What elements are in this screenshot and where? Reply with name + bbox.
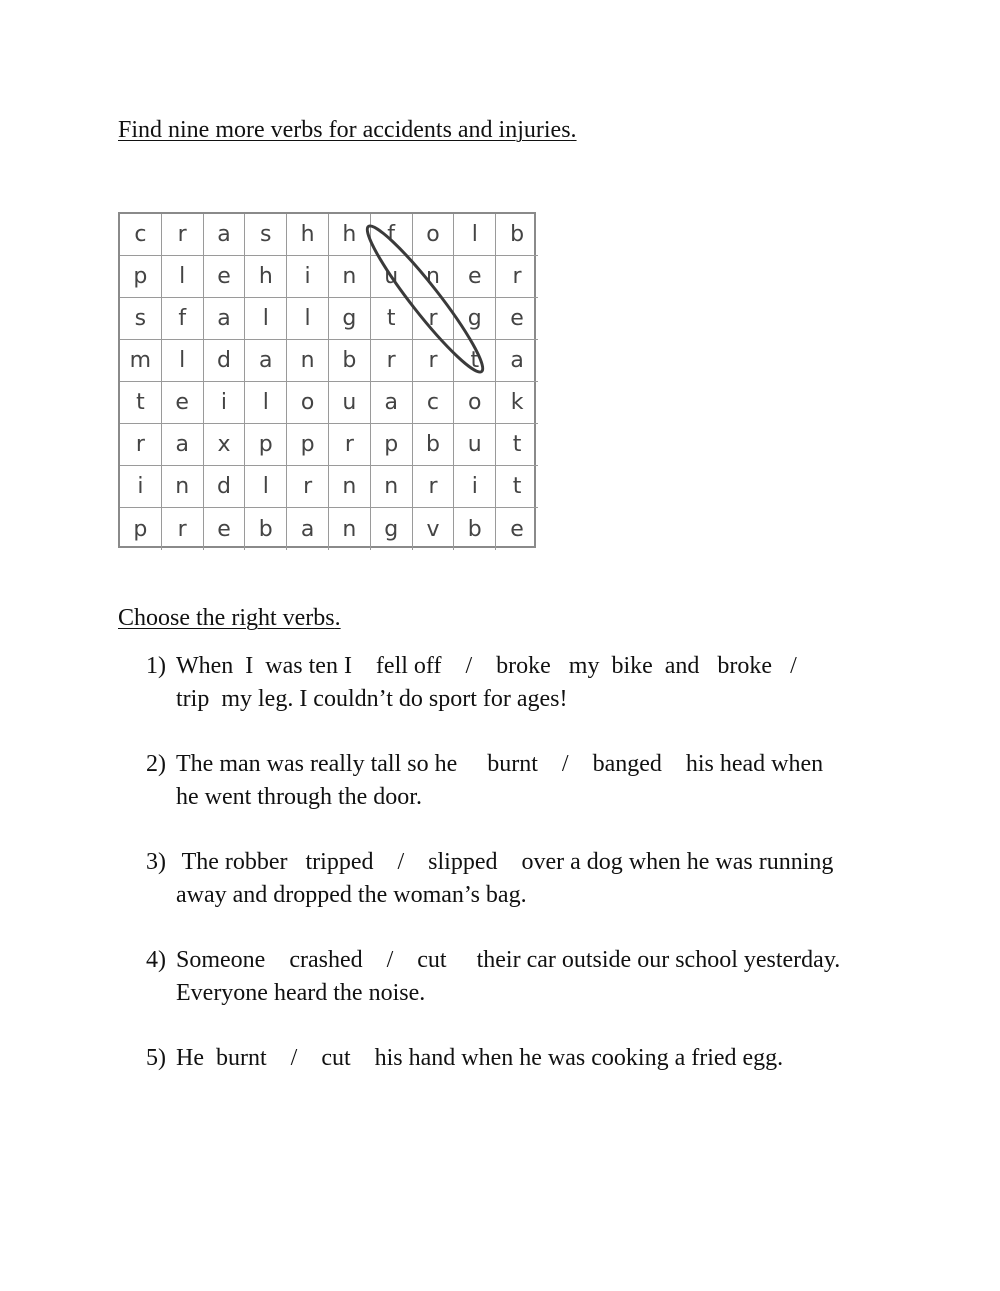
grid-cell[interactable]: b <box>496 214 538 256</box>
grid-cell[interactable]: l <box>162 340 204 382</box>
grid-cell[interactable]: g <box>371 508 413 550</box>
grid-cell[interactable]: g <box>329 298 371 340</box>
grid-cell[interactable]: e <box>204 256 246 298</box>
question-text-line1[interactable]: Someone crashed / cut their car outside our school yesterday. <box>176 947 841 973</box>
question-text-line1[interactable]: When I was ten I fell off / broke my bike and broke / <box>176 653 797 679</box>
question-item <box>146 944 886 1010</box>
grid-cell[interactable]: s <box>245 214 287 256</box>
grid-cell[interactable]: e <box>204 508 246 550</box>
grid-cell[interactable]: e <box>454 256 496 298</box>
grid-cell[interactable]: r <box>413 466 455 508</box>
grid-cell[interactable]: a <box>371 382 413 424</box>
grid-cell[interactable]: b <box>329 340 371 382</box>
grid-cell[interactable]: p <box>120 508 162 550</box>
question-number: 1) <box>146 653 166 679</box>
grid-cell[interactable]: n <box>329 508 371 550</box>
grid-cell[interactable]: t <box>496 466 538 508</box>
grid-cell[interactable]: o <box>287 382 329 424</box>
section-title-period: . <box>570 117 577 143</box>
question-number: 2) <box>146 751 166 777</box>
grid-cell[interactable]: n <box>329 466 371 508</box>
grid-cell[interactable]: a <box>204 214 246 256</box>
grid-cell[interactable]: n <box>287 340 329 382</box>
grid-cell[interactable]: n <box>329 256 371 298</box>
grid-cell[interactable]: e <box>510 516 524 542</box>
question-text-line2[interactable]: he went through the door. <box>176 784 422 810</box>
grid-cell[interactable]: p <box>371 424 413 466</box>
question-number: 5) <box>146 1045 166 1071</box>
grid-cell[interactable]: a <box>287 508 329 550</box>
grid-cell[interactable]: t <box>120 382 162 424</box>
grid-cell[interactable]: r <box>329 424 371 466</box>
question-text-line1[interactable]: The man was really tall so he burnt / banged his head when <box>176 751 824 777</box>
grid-cell[interactable]: r <box>162 214 204 256</box>
grid-cell[interactable]: b <box>413 424 455 466</box>
grid-cell[interactable]: l <box>245 466 287 508</box>
grid-cell[interactable]: b <box>454 508 496 550</box>
grid-cell[interactable]: h <box>287 214 329 256</box>
grid-cell[interactable]: r <box>413 340 455 382</box>
section-title-period: . <box>334 605 341 631</box>
grid-cell[interactable]: n <box>162 466 204 508</box>
grid-cell[interactable]: a <box>245 340 287 382</box>
grid-cell[interactable]: r <box>162 508 204 550</box>
grid-cell[interactable]: t <box>454 340 496 382</box>
grid-cell[interactable]: r <box>120 424 162 466</box>
grid-cell[interactable]: r <box>413 298 455 340</box>
question-item <box>146 1042 886 1075</box>
grid-cell[interactable]: u <box>371 256 413 298</box>
grid-cell[interactable]: b <box>245 508 287 550</box>
grid-cell[interactable]: i <box>287 256 329 298</box>
grid-cell[interactable]: l <box>245 298 287 340</box>
question-item <box>146 650 886 716</box>
question-number: 3) <box>146 849 166 875</box>
question-text-line1[interactable]: The robber tripped / slipped over a dog when he was running <box>176 849 834 875</box>
question-text-line2[interactable]: away and dropped the woman’s bag. <box>176 882 527 908</box>
word-search-grid <box>118 212 536 548</box>
grid-cell[interactable]: d <box>204 340 246 382</box>
grid-cell[interactable]: a <box>204 298 246 340</box>
grid-cell[interactable]: i <box>454 466 496 508</box>
grid-cell[interactable]: t <box>371 298 413 340</box>
question-text-line1[interactable]: He burnt / cut his hand when he was cooking a fried egg. <box>176 1045 784 1071</box>
grid-cell[interactable]: o <box>454 382 496 424</box>
question-item <box>146 748 886 814</box>
question-text-line2[interactable]: trip my leg. I couldn’t do sport for ages! <box>176 686 568 712</box>
grid-cell[interactable]: l <box>287 298 329 340</box>
section-title-word-search <box>118 117 577 144</box>
grid-cell[interactable]: r <box>371 340 413 382</box>
grid-cell[interactable]: l <box>454 214 496 256</box>
grid-cell[interactable]: a <box>162 424 204 466</box>
grid-cell[interactable]: x <box>204 424 246 466</box>
grid-cell[interactable]: r <box>496 256 538 298</box>
grid-cell[interactable]: c <box>413 382 455 424</box>
grid-cell[interactable]: p <box>245 424 287 466</box>
word-search-puzzle <box>118 212 536 548</box>
grid-cell[interactable]: e <box>496 298 538 340</box>
section-title-choose-verbs <box>118 605 341 632</box>
grid-cell[interactable]: e <box>162 382 204 424</box>
grid-cell[interactable]: f <box>162 298 204 340</box>
section-title-text: Choose the right verbs <box>118 605 335 631</box>
grid-cell[interactable]: p <box>287 424 329 466</box>
grid-cell[interactable]: c <box>120 214 162 256</box>
grid-cell[interactable]: k <box>496 382 538 424</box>
grid-cell[interactable]: v <box>413 508 455 550</box>
grid-cell[interactable]: g <box>454 298 496 340</box>
question-list <box>146 650 886 1107</box>
question-text-line2[interactable]: Everyone heard the noise. <box>176 980 426 1006</box>
question-item <box>146 846 886 912</box>
grid-cell[interactable]: l <box>162 256 204 298</box>
grid-cell[interactable]: n <box>413 256 455 298</box>
grid-cell[interactable]: i <box>204 382 246 424</box>
grid-cell[interactable]: p <box>120 256 162 298</box>
grid-cell[interactable]: s <box>120 298 162 340</box>
grid-cell[interactable]: h <box>329 214 371 256</box>
grid-cell[interactable]: d <box>204 466 246 508</box>
grid-cell[interactable]: o <box>413 214 455 256</box>
grid-cell[interactable]: t <box>496 424 538 466</box>
grid-cell[interactable]: m <box>120 340 162 382</box>
grid-cell[interactable]: h <box>245 256 287 298</box>
question-number: 4) <box>146 947 166 973</box>
grid-cell[interactable]: l <box>245 382 287 424</box>
grid-cell[interactable]: a <box>496 340 538 382</box>
grid-cell[interactable]: n <box>371 466 413 508</box>
grid-cell[interactable]: u <box>329 382 371 424</box>
section-title-text: Find nine more verbs for accidents and injuries <box>118 117 571 143</box>
grid-cell[interactable]: i <box>120 466 162 508</box>
grid-cell[interactable]: u <box>454 424 496 466</box>
grid-cell[interactable]: r <box>287 466 329 508</box>
grid-cell[interactable]: f <box>371 214 413 256</box>
